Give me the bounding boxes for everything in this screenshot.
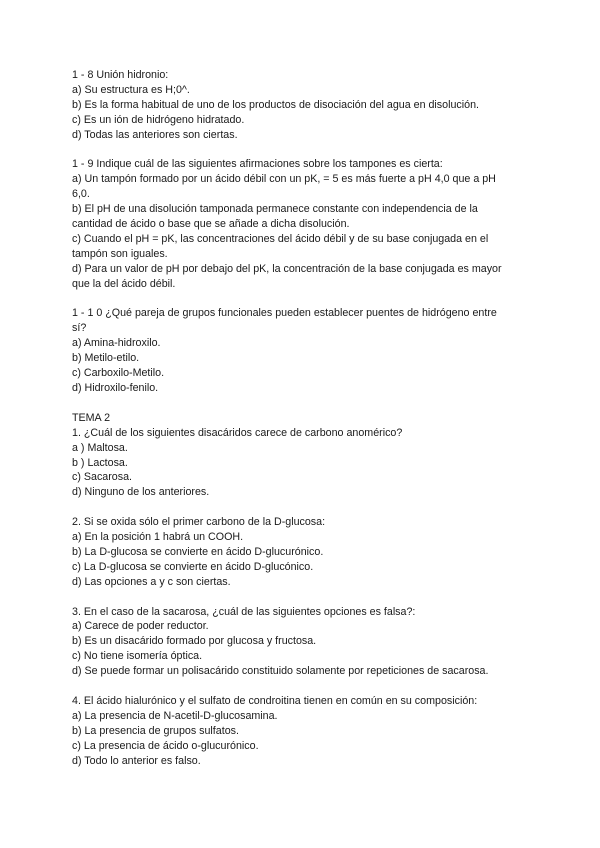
question-text: 1 - 9 Indique cuál de las siguientes afirmaciones sobre los tampones es cierta: xyxy=(72,158,443,171)
answer-option-b: b ) Lactosa. xyxy=(72,456,128,469)
document-page xyxy=(72,68,532,783)
question-3 xyxy=(72,605,532,680)
question-4 xyxy=(72,694,532,769)
question-text: 1. ¿Cuál de los siguientes disacáridos carece de carbono anomérico? xyxy=(72,426,403,439)
answer-option-b: b) Es un disacárido formado por glucosa y fructosa. xyxy=(72,635,317,648)
answer-option-b: b) La presencia de grupos sulfatos. xyxy=(72,724,239,737)
answer-option-a-continued: 6,0. xyxy=(72,188,90,201)
answer-option-b: b) El pH de una disolución tamponada permanece constante con independencia de la xyxy=(72,203,478,216)
question-text: 4. El ácido hialurónico y el sulfato de condroitina tienen en común en su composición: xyxy=(72,694,478,707)
answer-option-c: c) Cuando el pH = pK, las concentraciones del ácido débil y de su base conjugada en el xyxy=(72,232,489,245)
answer-option-a: a) En la posición 1 habrá un COOH. xyxy=(72,531,244,544)
answer-option-d: d) Se puede formar un polisacárido constituido solamente por repeticiones de sacarosa. xyxy=(72,665,489,678)
tema-2-question-1 xyxy=(72,411,532,500)
answer-option-a: a) Su estructura es H;0^. xyxy=(72,83,190,96)
section-heading: TEMA 2 xyxy=(72,411,111,424)
question-text-continued: sí? xyxy=(72,322,87,335)
answer-option-d: d) Las opciones a y c son ciertas. xyxy=(72,575,231,588)
question-1-8 xyxy=(72,68,532,143)
answer-option-a: a) Carece de poder reductor. xyxy=(72,620,209,633)
question-text: 1 - 8 Unión hidronio: xyxy=(72,69,169,81)
answer-option-a: a) Un tampón formado por un ácido débil con un pK, = 5 es más fuerte a pH 4,0 que a pH xyxy=(72,173,496,186)
answer-option-c: c) No tiene isomería óptica. xyxy=(72,650,203,663)
answer-option-b: b) Es la forma habitual de uno de los productos de disociación del agua en disolución. xyxy=(72,98,479,111)
question-text: 2. Si se oxida sólo el primer carbono de la D-glucosa: xyxy=(72,516,326,529)
answer-option-b: b) Metilo-etilo. xyxy=(72,352,140,365)
answer-option-d: d) Hidroxilo-fenilo. xyxy=(72,382,159,394)
question-1-10 xyxy=(72,306,532,395)
answer-option-d: d) Para un valor de pH por debajo del pK, la concentración de la base conjugada es mayor xyxy=(72,262,502,275)
answer-option-d: d) Todo lo anterior es falso. xyxy=(72,754,201,767)
answer-option-d-continued: que la del ácido débil. xyxy=(72,277,176,290)
answer-option-c: c) La D-glucosa se convierte en ácido D-glucónico. xyxy=(72,560,314,573)
answer-option-b: b) La D-glucosa se convierte en ácido D-glucurónico. xyxy=(72,545,324,558)
answer-option-c: c) Es un ión de hidrógeno hidratado. xyxy=(72,113,245,126)
question-text: 1 - 1 0 ¿Qué pareja de grupos funcionales pueden establecer puentes de hidrógeno entre xyxy=(72,307,497,320)
answer-option-b-continued: cantidad de ácido o base que se añade a dicha disolución. xyxy=(72,218,350,231)
question-2 xyxy=(72,515,532,590)
answer-option-a: a) Amina-hidroxilo. xyxy=(72,337,161,350)
answer-option-a: a) La presencia de N-acetil-D-glucosamina. xyxy=(72,709,278,722)
question-1-9 xyxy=(72,157,532,291)
answer-option-d: d) Ninguno de los anteriores. xyxy=(72,486,210,499)
answer-option-c: c) Carboxilo-Metilo. xyxy=(72,367,165,380)
answer-option-a: a ) Maltosa. xyxy=(72,441,128,454)
answer-option-c-continued: tampón son iguales. xyxy=(72,247,168,260)
question-text: 3. En el caso de la sacarosa, ¿cuál de las siguientes opciones es falsa?: xyxy=(72,605,416,618)
answer-option-c: c) Sacarosa. xyxy=(72,471,132,484)
answer-option-c: c) La presencia de ácido o-glucurónico. xyxy=(72,739,259,752)
answer-option-d: d) Todas las anteriores son ciertas. xyxy=(72,128,238,141)
